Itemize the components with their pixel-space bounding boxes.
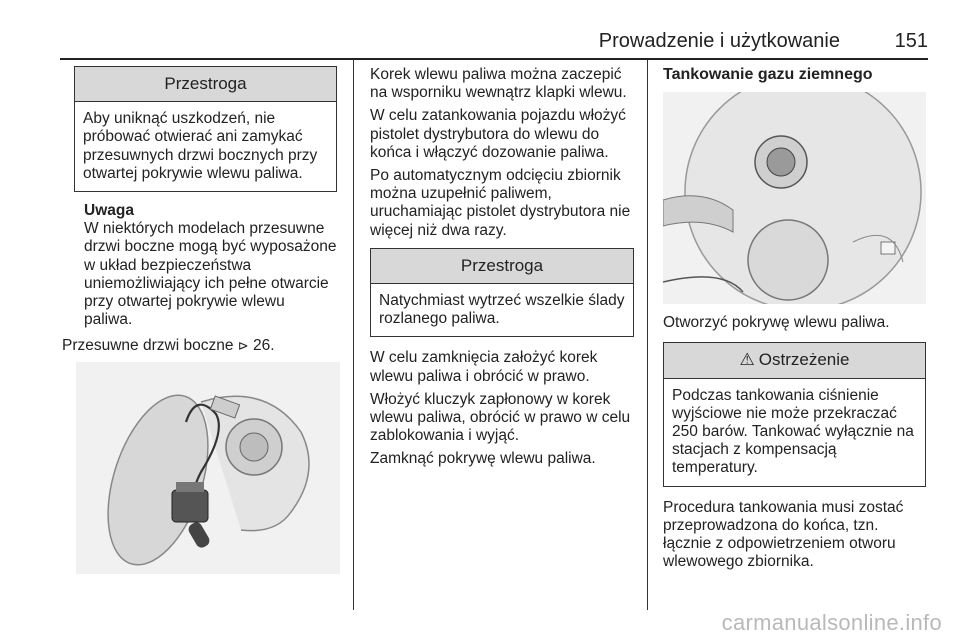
warning-box bbox=[663, 342, 926, 486]
column-1 bbox=[62, 66, 337, 362]
section-heading: Tankowanie gazu ziemnego bbox=[663, 66, 873, 83]
caution-text: Aby uniknąć uszkodzeń, nie próbować otwierać ani zamykać przesuwnych drzwi bocznych przy otwartej pokrywie wlewu paliwa. bbox=[83, 110, 318, 182]
note-label: Uwaga bbox=[84, 202, 134, 220]
page-arrow-icon: ⊳ bbox=[237, 339, 249, 355]
paragraph: Procedura tankowania musi zostać przeprowadzona do końca, tzn. łącznie z odpowietrzeniem otworu wlewowego zbiornika. bbox=[663, 498, 904, 571]
cng-filler-illustration bbox=[663, 92, 926, 304]
watermark: carmanualsonline.info bbox=[721, 610, 942, 635]
caution-title: Przestroga bbox=[371, 249, 633, 284]
paragraph: Korek wlewu paliwa można zaczepić na wsporniku wewnątrz klapki wlewu. bbox=[370, 66, 627, 102]
warning-header bbox=[664, 343, 925, 378]
reference-text: Przesuwne drzwi boczne bbox=[62, 337, 234, 355]
column-2 bbox=[370, 66, 634, 474]
note-text: W niektórych modelach przesuwne drzwi boczne mogą być wyposażone w układ bezpieczeństwa uniemożliwiający ich pełne otwarcie przy otwartej pokrywie wlewu paliwa. bbox=[84, 220, 337, 329]
fuel-cap-illustration bbox=[76, 362, 340, 574]
note-block bbox=[84, 202, 337, 329]
warning-title: Ostrzeżenie bbox=[758, 350, 850, 370]
column-divider-1 bbox=[353, 60, 354, 610]
column-3 bbox=[663, 66, 926, 576]
paragraph: W celu zatankowania pojazdu włożyć pistolet dystrybutora do wlewu do końca i włączyć dozowanie paliwa. bbox=[370, 107, 626, 161]
warning-icon: ⚠ bbox=[739, 350, 755, 371]
cross-reference[interactable] bbox=[62, 337, 337, 356]
reference-page: 26. bbox=[252, 337, 275, 355]
page-number: 151 bbox=[894, 30, 928, 52]
figure-caption: Otworzyć pokrywę wlewu paliwa. bbox=[663, 314, 890, 332]
paragraph: Po automatycznym odcięciu zbiornik można uzupełnić paliwem, uruchamiając pistolet dystrybutora nie więcej niż dwa razy. bbox=[370, 167, 631, 239]
fuel-cap-drawing bbox=[76, 362, 340, 574]
caution-box bbox=[74, 66, 337, 192]
page-title: Prowadzenie i użytkowanie bbox=[598, 30, 840, 52]
header-rule bbox=[60, 58, 928, 60]
caution-box bbox=[370, 248, 634, 338]
caution-title: Przestroga bbox=[75, 67, 336, 102]
paragraph: Zamknąć pokrywę wlewu paliwa. bbox=[370, 450, 596, 468]
paragraph: W celu zamknięcia założyć korek wlewu paliwa i obrócić w prawo. bbox=[370, 349, 598, 385]
page-header bbox=[60, 28, 928, 58]
warning-text: Podczas tankowania ciśnienie wyjściowe nie może przekraczać 250 barów. Tankować wyłącznie na stacjach z kompensacją temperatury. bbox=[672, 386, 914, 477]
caution-text: Natychmiast wytrzeć wszelkie ślady rozlanego paliwa. bbox=[379, 292, 625, 328]
cng-filler-drawing bbox=[663, 92, 926, 304]
column-divider-2 bbox=[647, 60, 648, 610]
paragraph: Włożyć kluczyk zapłonowy w korek wlewu paliwa, obrócić w prawo w celu zablokowania i wyjąć. bbox=[370, 390, 631, 445]
